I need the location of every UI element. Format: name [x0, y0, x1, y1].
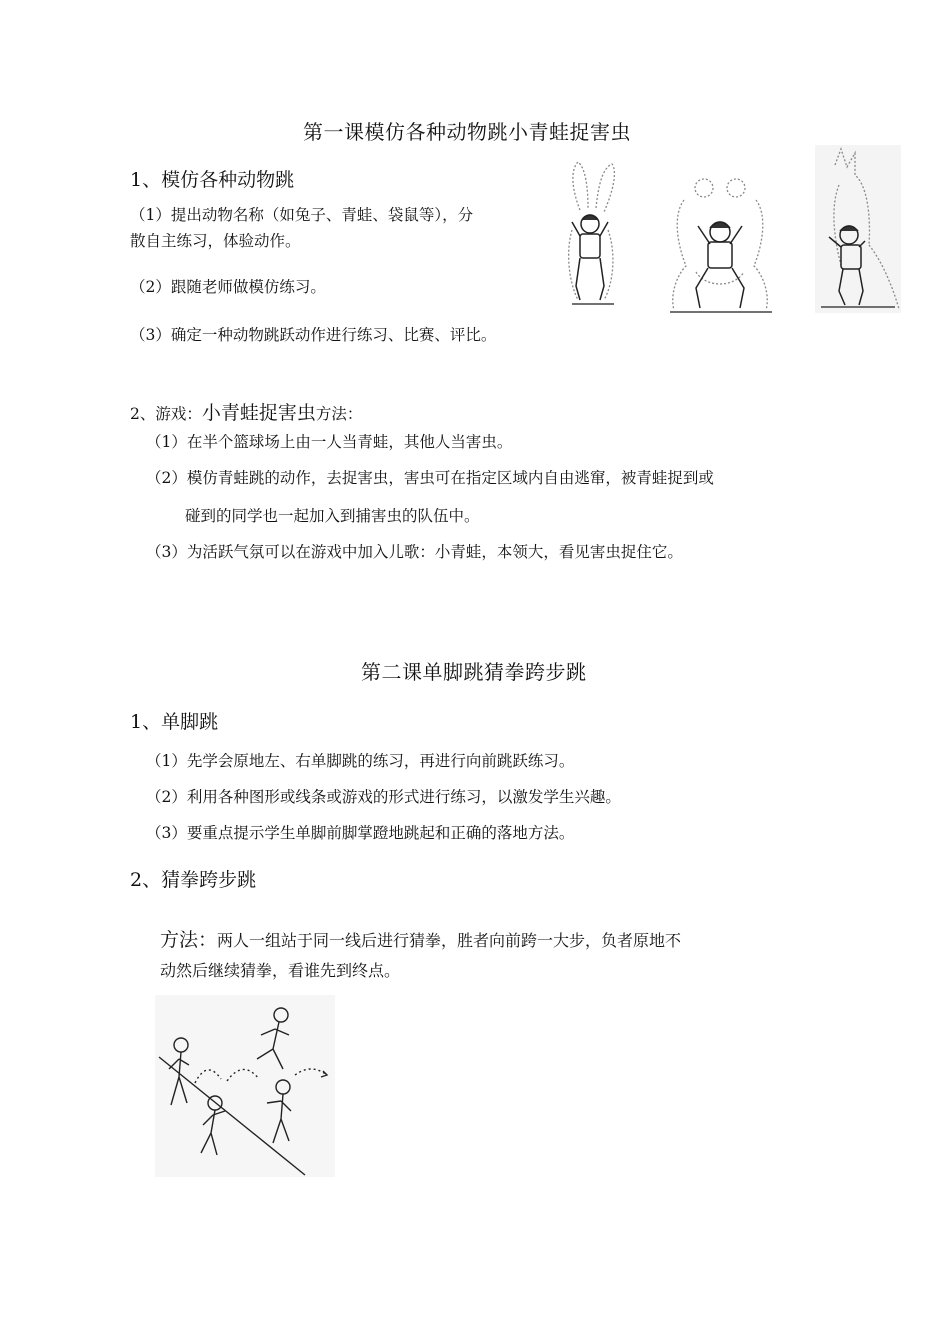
- method-cut-text: 动然后继续猜拳，看谁先到终点。: [160, 961, 401, 980]
- method-label: 方法：: [160, 929, 218, 951]
- lesson2-s1-item1: （1）先学会原地左、右单脚跳的练习，再进行向前跳跃练习。: [146, 752, 575, 770]
- lesson2-section2-heading: 2、猜拳跨步跳: [130, 869, 257, 891]
- rock-paper-scissors-stride-figure: [155, 995, 335, 1177]
- game-heading-suffix: 方法：: [315, 405, 363, 423]
- method-line2-clipped: [160, 958, 760, 980]
- lesson2-s1-item2: （2）利用各种图形或线条或游戏的形式进行练习，以激发学生兴趣。: [146, 788, 621, 806]
- method-text: 两人一组站于同一线后进行猜拳，胜者向前跨一大步，负者原地不: [217, 931, 682, 950]
- lesson2-s1-item3: （3）要重点提示学生单脚前脚掌蹬地跳起和正确的落地方法。: [146, 824, 575, 842]
- lesson2-section1-heading: 1、单脚跳: [130, 711, 219, 733]
- lesson1-section1-heading: 1、模仿各种动物跳: [130, 169, 295, 191]
- lesson1-s2-item2-line2: 碰到的同学也一起加入到捕害虫的队伍中。: [185, 507, 480, 525]
- lesson1-s1-item1-line2: 散自主练习，体验动作。: [130, 232, 301, 250]
- lesson1-s2-item2-line1: （2）模仿青蛙跳的动作，去捉害虫，害虫可在指定区域内自由逃窜，被青蛙捉到或: [146, 469, 714, 487]
- lesson2-method-line1: [160, 925, 681, 952]
- rabbit-figure: [558, 160, 622, 312]
- frog-figure: [666, 176, 774, 316]
- lesson2-title: 第二课单脚跳猜拳跨步跳: [361, 660, 587, 684]
- lesson1-title: 第一课模仿各种动物跳小青蛙捉害虫: [303, 120, 631, 144]
- game-heading-name: 小青蛙捉害虫: [201, 402, 316, 424]
- lesson1-s1-item3: （3）确定一种动物跳跃动作进行练习、比赛、评比。: [130, 326, 497, 344]
- lesson1-section2-heading: [130, 398, 362, 425]
- lesson1-s1-item1-line1: （1）提出动物名称（如兔子、青蛙、袋鼠等），分: [130, 206, 474, 224]
- game-heading-prefix: 2、游戏：: [130, 405, 202, 423]
- lesson1-s2-item3: （3）为活跃气氛可以在游戏中加入儿歌：小青蛙，本领大，看见害虫捉住它。: [146, 543, 683, 561]
- kangaroo-figure: [815, 145, 901, 313]
- lesson1-s2-item1: （1）在半个篮球场上由一人当青蛙，其他人当害虫。: [146, 433, 513, 451]
- lesson1-s1-item2: （2）跟随老师做模仿练习。: [130, 278, 326, 296]
